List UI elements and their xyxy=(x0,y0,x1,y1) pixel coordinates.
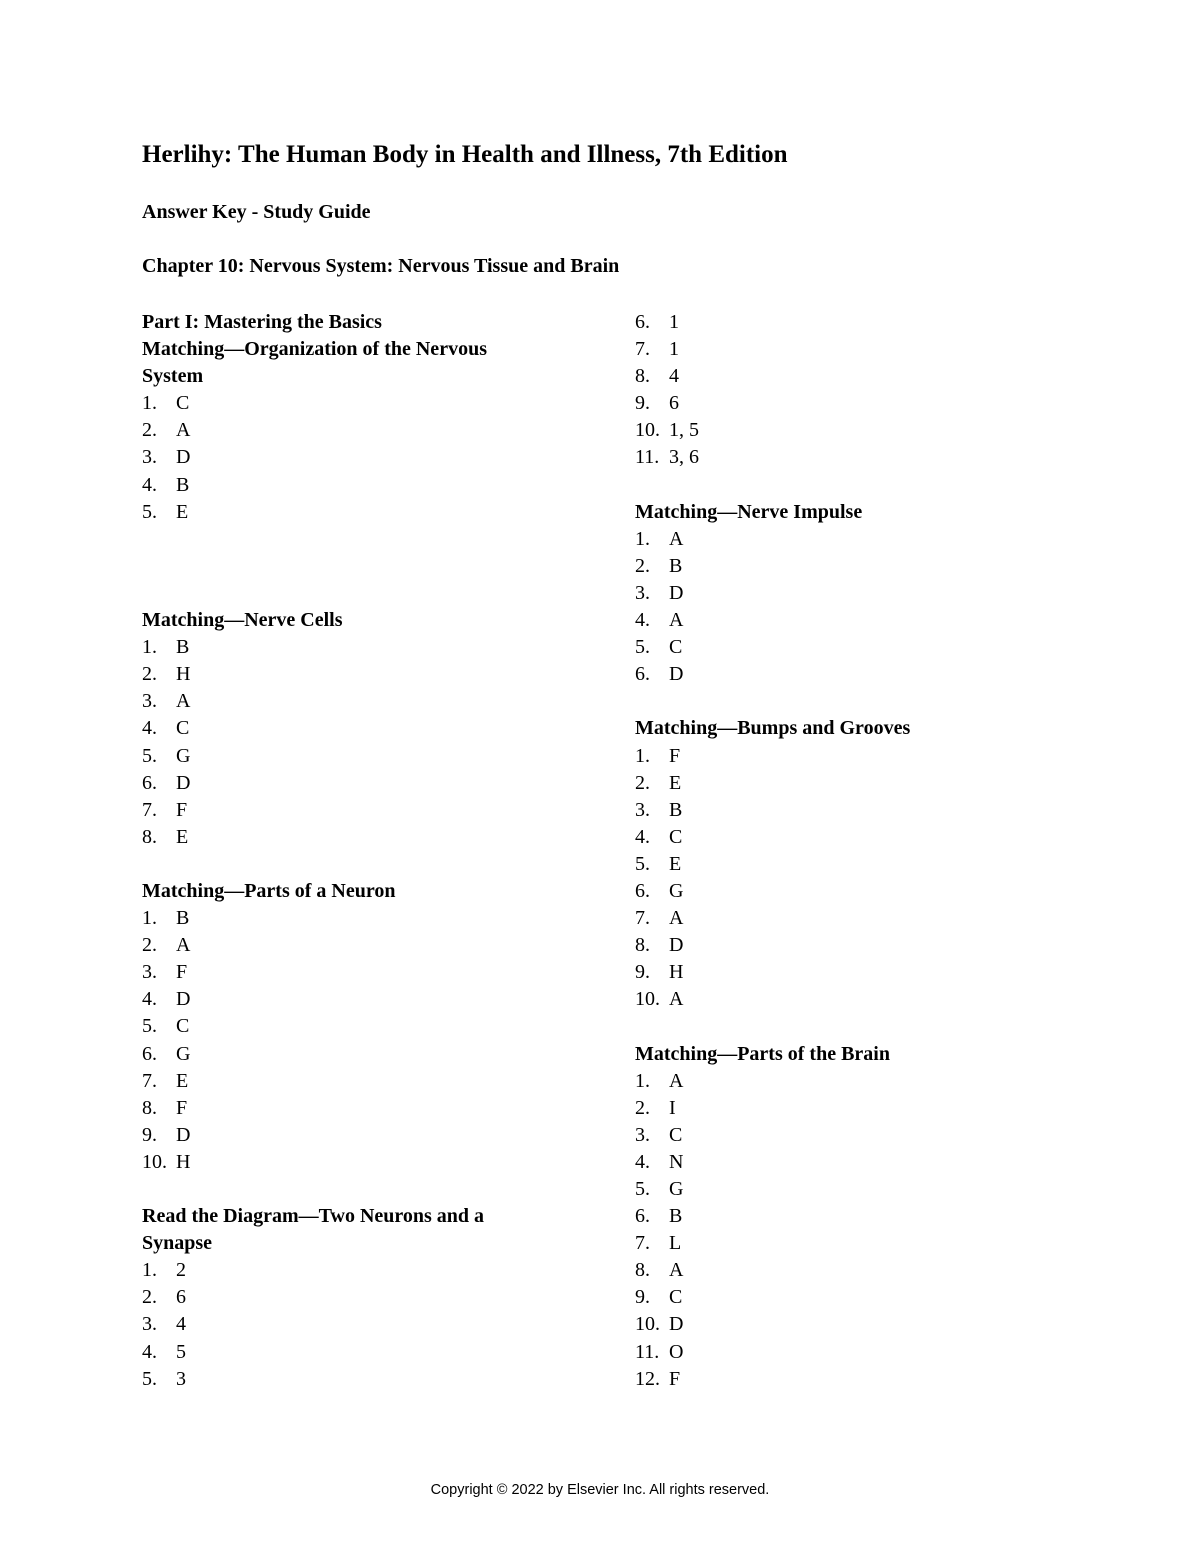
answer-value: G xyxy=(176,744,191,767)
answer-item xyxy=(142,688,582,715)
answer-number: 2. xyxy=(142,1286,157,1309)
section-title: Synapse xyxy=(142,1232,213,1255)
answer-item xyxy=(142,1041,582,1068)
answer-number: 2. xyxy=(635,554,650,577)
answer-number: 3. xyxy=(142,961,157,984)
spacer xyxy=(142,1176,582,1203)
answer-value: N xyxy=(669,1150,684,1173)
answer-number: 4. xyxy=(635,609,650,632)
answer-item xyxy=(635,743,1055,770)
answer-item xyxy=(635,363,1055,390)
answer-number: 10. xyxy=(142,1150,167,1173)
answer-value: 2 xyxy=(176,1259,186,1282)
answer-number: 1. xyxy=(142,1259,157,1282)
answer-item xyxy=(635,1203,1055,1230)
answer-number: 4. xyxy=(142,473,157,496)
answer-item xyxy=(142,1122,582,1149)
answer-item xyxy=(635,1339,1055,1366)
answer-value: D xyxy=(176,1123,191,1146)
answer-value: C xyxy=(669,636,683,659)
answer-number: 10. xyxy=(635,988,660,1011)
answer-item xyxy=(635,851,1055,878)
answer-value: F xyxy=(176,961,188,984)
answer-number: 1. xyxy=(635,744,650,767)
answer-number: 1. xyxy=(142,392,157,415)
answer-number: 7. xyxy=(635,1232,650,1255)
answer-number: 3. xyxy=(635,798,650,821)
answer-number: 6. xyxy=(635,311,650,333)
answer-item xyxy=(635,526,1055,553)
right-column xyxy=(635,309,1055,1393)
answer-number: 5. xyxy=(635,852,650,875)
answer-value: C xyxy=(176,717,190,740)
answer-number: 6. xyxy=(142,1042,157,1065)
answer-number: 4. xyxy=(635,825,650,848)
answer-number: 3. xyxy=(635,1123,650,1146)
answer-item xyxy=(142,390,582,417)
answer-item xyxy=(635,1149,1055,1176)
answer-number: 5. xyxy=(142,1367,157,1390)
answer-item xyxy=(142,1284,582,1311)
answer-value: A xyxy=(669,609,684,632)
answer-item xyxy=(635,1176,1055,1203)
answer-number: 9. xyxy=(635,961,650,984)
answer-value: A xyxy=(669,988,684,1011)
answer-value: A xyxy=(669,1069,684,1092)
answer-item xyxy=(142,1149,582,1176)
answer-item xyxy=(635,1366,1055,1393)
answer-item xyxy=(635,1311,1055,1338)
answer-item xyxy=(635,417,1055,444)
answer-item xyxy=(142,1257,582,1284)
answer-value: I xyxy=(669,1096,676,1119)
right-sections xyxy=(635,472,1055,1393)
answer-value: B xyxy=(176,636,190,659)
answer-item xyxy=(142,1339,582,1366)
answer-number: 7. xyxy=(635,338,650,361)
answer-value: 3, 6 xyxy=(669,446,699,469)
answer-value: B xyxy=(669,798,683,821)
answer-value: G xyxy=(176,1042,191,1065)
answer-value: G xyxy=(669,1178,684,1200)
answer-value: H xyxy=(669,961,684,984)
answer-value: 4 xyxy=(669,365,679,388)
answer-item xyxy=(635,661,1055,688)
answer-item xyxy=(635,390,1055,417)
answer-number: 12. xyxy=(635,1367,660,1390)
spacer xyxy=(142,553,582,580)
answer-number: 6. xyxy=(635,879,650,902)
answer-item xyxy=(142,1366,582,1393)
answer-value: E xyxy=(669,771,682,794)
answer-number: 7. xyxy=(142,1069,157,1092)
answer-number: 4. xyxy=(142,1340,157,1363)
section-title: Matching—Organization of the Nervous xyxy=(142,338,487,361)
answer-number: 5. xyxy=(142,1015,157,1038)
answer-value: B xyxy=(669,1205,683,1228)
spacer xyxy=(635,688,1055,715)
answer-item xyxy=(142,1095,582,1122)
answer-number: 1. xyxy=(635,527,650,550)
answer-number: 2. xyxy=(142,934,157,957)
answer-number: 1. xyxy=(142,636,157,659)
answer-item xyxy=(635,634,1055,661)
answer-item xyxy=(142,1013,582,1040)
answer-value: C xyxy=(176,392,190,415)
left-column xyxy=(142,309,582,1393)
section-title: Matching—Bumps and Grooves xyxy=(635,717,911,740)
answer-number: 8. xyxy=(142,825,157,848)
answer-number: 10. xyxy=(635,1313,660,1336)
answer-item xyxy=(142,743,582,770)
continued-answer-list xyxy=(635,309,1055,472)
answer-number: 5. xyxy=(635,636,650,659)
answer-item xyxy=(142,715,582,742)
chapter-title: Chapter 10: Nervous System: Nervous Tissue and Brain xyxy=(142,255,620,277)
answer-number: 11. xyxy=(635,1340,660,1363)
answer-item xyxy=(142,905,582,932)
answer-value: C xyxy=(669,1286,683,1309)
answer-item xyxy=(142,1068,582,1095)
answer-number: 9. xyxy=(635,392,650,415)
answer-value: 3 xyxy=(176,1367,186,1390)
answer-item xyxy=(635,1095,1055,1122)
answer-number: 8. xyxy=(635,934,650,957)
answer-number: 9. xyxy=(635,1286,650,1309)
answer-value: F xyxy=(176,798,188,821)
answer-value: H xyxy=(176,1150,191,1173)
answer-item xyxy=(635,959,1055,986)
answer-value: 1, 5 xyxy=(669,419,699,442)
answer-value: L xyxy=(669,1232,682,1255)
answer-value: D xyxy=(669,1313,684,1336)
answer-item xyxy=(142,499,582,526)
answer-item xyxy=(142,959,582,986)
answer-value: 1 xyxy=(669,311,679,333)
answer-number: 6. xyxy=(635,1205,650,1228)
section-title: Matching—Nerve Impulse xyxy=(635,500,863,523)
answer-value: D xyxy=(176,771,191,794)
answer-value: D xyxy=(669,934,684,957)
answer-value: F xyxy=(669,1367,681,1390)
document-title: Herlihy: The Human Body in Health and Illness, 7th Edition xyxy=(142,141,788,168)
answer-item xyxy=(142,1311,582,1338)
section-title: Matching—Parts of a Neuron xyxy=(142,879,396,902)
answer-value: F xyxy=(669,744,681,767)
answer-item xyxy=(635,1122,1055,1149)
answer-value: C xyxy=(669,1123,683,1146)
answer-number: 3. xyxy=(142,690,157,713)
answer-number: 4. xyxy=(635,1150,650,1173)
answer-value: C xyxy=(669,825,683,848)
left-sections xyxy=(142,336,582,1393)
answer-item xyxy=(635,1068,1055,1095)
answer-value: A xyxy=(669,527,684,550)
answer-value: 6 xyxy=(669,392,679,415)
answer-number: 3. xyxy=(142,446,157,469)
answer-value: H xyxy=(176,663,191,686)
answer-number: 8. xyxy=(142,1096,157,1119)
answer-item xyxy=(635,770,1055,797)
answer-value: 1 xyxy=(669,338,679,361)
answer-value: B xyxy=(669,554,683,577)
copyright-footer: Copyright © 2022 by Elsevier Inc. All rights reserved. xyxy=(430,1482,770,1498)
answer-number: 6. xyxy=(142,771,157,794)
answer-number: 10. xyxy=(635,419,660,442)
answer-item xyxy=(635,444,1055,471)
answer-value: E xyxy=(176,825,189,848)
answer-value: D xyxy=(669,663,684,686)
answer-item xyxy=(635,336,1055,363)
spacer xyxy=(635,1013,1055,1040)
answer-item xyxy=(142,661,582,688)
answer-value: A xyxy=(669,1259,684,1282)
answer-value: O xyxy=(669,1340,684,1363)
answer-number: 5. xyxy=(142,744,157,767)
spacer xyxy=(142,580,582,607)
answer-number: 4. xyxy=(142,717,157,740)
answer-item xyxy=(142,797,582,824)
answer-item xyxy=(142,824,582,851)
answer-item xyxy=(635,553,1055,580)
answer-item xyxy=(635,580,1055,607)
answer-item xyxy=(142,417,582,444)
answer-item xyxy=(142,634,582,661)
answer-value: A xyxy=(176,934,191,957)
answer-number: 2. xyxy=(635,771,650,794)
section-title: Read the Diagram—Two Neurons and a xyxy=(142,1205,485,1228)
answer-number: 1. xyxy=(635,1069,650,1092)
answer-value: 5 xyxy=(176,1340,186,1363)
answer-number: 9. xyxy=(142,1123,157,1146)
answer-number: 6. xyxy=(635,663,650,686)
answer-value: A xyxy=(669,907,684,930)
answer-number: 8. xyxy=(635,365,650,388)
answer-item xyxy=(142,932,582,959)
answer-item xyxy=(142,472,582,499)
spacer xyxy=(142,851,582,878)
answer-item xyxy=(635,824,1055,851)
answer-value: D xyxy=(669,581,684,604)
answer-value: C xyxy=(176,1015,190,1038)
answer-item xyxy=(635,878,1055,905)
answer-number: 2. xyxy=(142,419,157,442)
answer-number: 8. xyxy=(635,1259,650,1282)
answer-value: 6 xyxy=(176,1286,186,1309)
answer-item xyxy=(142,444,582,471)
answer-item xyxy=(635,1257,1055,1284)
answer-value: D xyxy=(176,446,191,469)
answer-item xyxy=(142,770,582,797)
answer-number: 2. xyxy=(142,663,157,686)
answer-value: A xyxy=(176,690,191,713)
answer-value: E xyxy=(176,500,189,523)
answer-number: 4. xyxy=(142,988,157,1011)
answer-number: 7. xyxy=(635,907,650,930)
answer-item xyxy=(635,1284,1055,1311)
answer-value: B xyxy=(176,907,190,930)
answer-value: E xyxy=(176,1069,189,1092)
section-title: Matching—Nerve Cells xyxy=(142,609,343,632)
answer-value: B xyxy=(176,473,190,496)
answer-number: 3. xyxy=(635,581,650,604)
answer-item xyxy=(635,309,1055,336)
part-title: Part I: Mastering the Basics xyxy=(142,311,382,333)
answer-value: E xyxy=(669,852,682,875)
answer-item xyxy=(142,986,582,1013)
answer-value: G xyxy=(669,879,684,902)
answer-value: D xyxy=(176,988,191,1011)
answer-value: A xyxy=(176,419,191,442)
answer-item xyxy=(635,607,1055,634)
answer-number: 5. xyxy=(635,1178,650,1200)
answer-value: F xyxy=(176,1096,188,1119)
section-title: Matching—Parts of the Brain xyxy=(635,1042,890,1065)
answer-item xyxy=(635,932,1055,959)
answer-number: 3. xyxy=(142,1313,157,1336)
spacer xyxy=(635,472,1055,499)
answer-number: 2. xyxy=(635,1096,650,1119)
answer-number: 1. xyxy=(142,907,157,930)
answer-number: 7. xyxy=(142,798,157,821)
answer-value: 4 xyxy=(176,1313,186,1336)
section-title: System xyxy=(142,365,204,388)
answer-item xyxy=(635,1230,1055,1257)
answer-item xyxy=(635,905,1055,932)
answer-item xyxy=(635,986,1055,1013)
answer-item xyxy=(635,797,1055,824)
answer-number: 11. xyxy=(635,446,660,469)
answer-number: 5. xyxy=(142,500,157,523)
spacer xyxy=(142,526,582,553)
document-subtitle: Answer Key - Study Guide xyxy=(142,201,371,223)
